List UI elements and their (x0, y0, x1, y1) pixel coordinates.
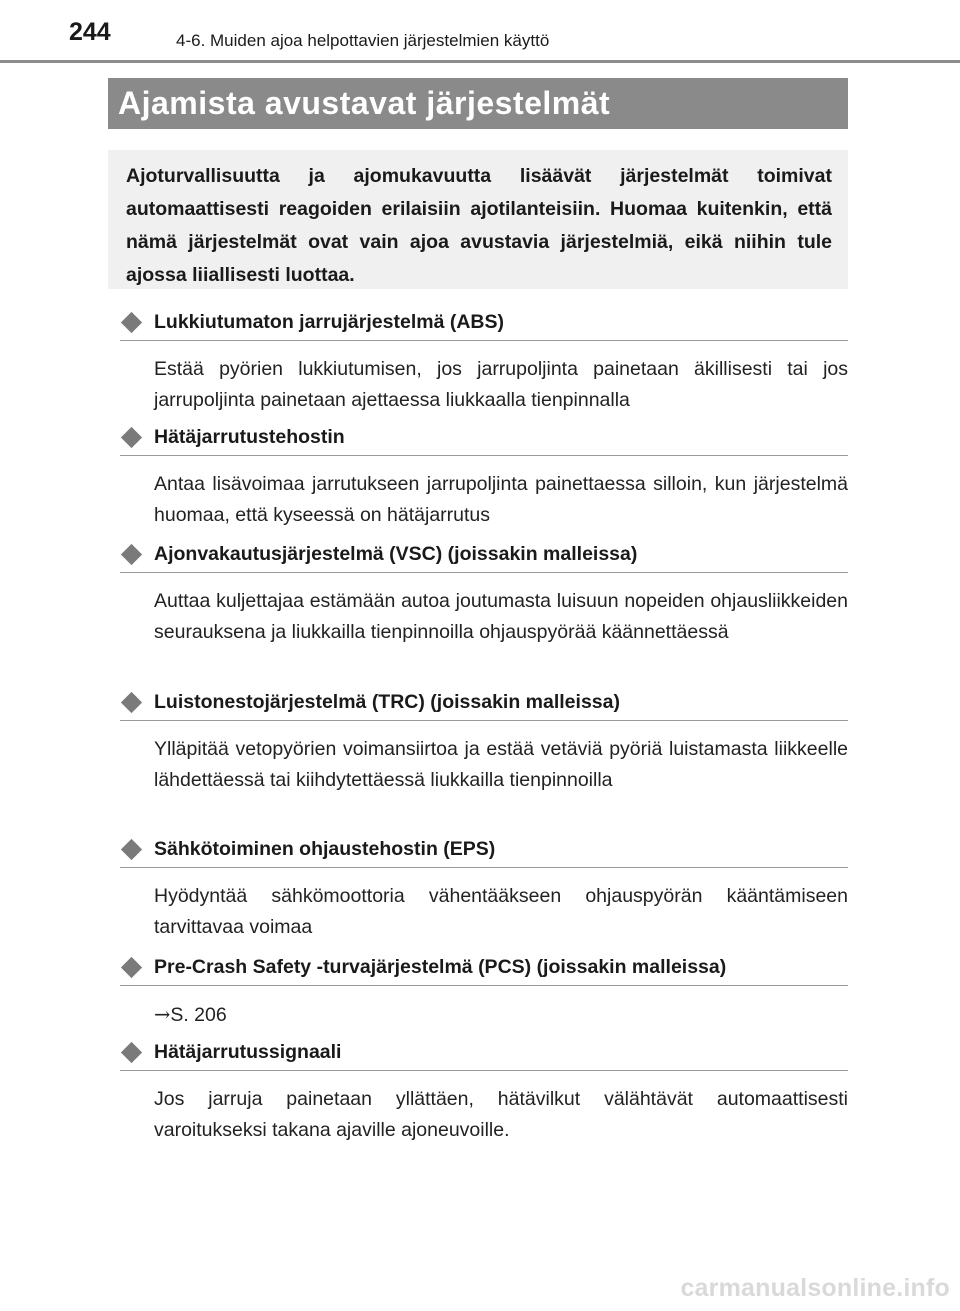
list-item (120, 955, 848, 1031)
list-item (120, 1040, 848, 1146)
item-heading (120, 310, 848, 341)
item-heading (120, 837, 848, 868)
diamond-bullet-icon (121, 957, 142, 978)
page-reference: S. 206 (170, 1004, 227, 1026)
list-item (120, 690, 848, 796)
diamond-bullet-icon (121, 312, 142, 333)
item-heading (120, 955, 848, 986)
intro-box (108, 150, 848, 289)
page-header (0, 0, 960, 64)
item-title: Luistonestojärjestelmä (TRC) (joissakin malleissa) (154, 691, 620, 713)
item-body: Antaa lisävoimaa jarrutukseen jarrupoljinta painettaessa silloin, kun järjestelmä huomaa, että kyseessä on hätäjarrutus (154, 473, 848, 526)
item-body: Jos jarruja painetaan yllättäen, hätävilkut välähtävät automaattisesti varoitukseksi takana ajaville ajoneuvoille. (154, 1088, 848, 1141)
diamond-bullet-icon (121, 839, 142, 860)
item-body (154, 999, 848, 1031)
list-item (120, 425, 848, 531)
item-body: Auttaa kuljettajaa estämään autoa joutumasta luisuun nopeiden ohjausliikkeiden seurauksena ja liukkailla tienpinnoilla ohjauspyörää käännettäessä (154, 590, 848, 643)
diamond-bullet-icon (121, 544, 142, 565)
item-heading (120, 425, 848, 456)
page-number: 244 (69, 18, 111, 46)
item-title: Hätäjarrutustehostin (154, 426, 345, 448)
intro-text: Ajoturvallisuutta ja ajomukavuutta lisäävät järjestelmät toimivat automaattisesti reagoiden erilaisiin ajotilanteisiin. Huomaa kuitenkin, että nämä järjestelmät ovat vain ajoa avustavia järjestelmiä, eikä niihin tule ajossa liiallisesti luottaa. (126, 165, 832, 286)
list-item (120, 837, 848, 943)
item-title: Hätäjarrutussignaali (154, 1041, 342, 1063)
chapter-title: 4-6. Muiden ajoa helpottavien järjestelmien käyttö (176, 31, 550, 50)
diamond-bullet-icon (121, 1042, 142, 1063)
item-heading (120, 690, 848, 721)
section-banner (108, 78, 848, 129)
item-title: Sähkötoiminen ohjaustehostin (EPS) (154, 838, 496, 860)
arrow-icon: → (154, 1003, 171, 1026)
item-title: Lukkiutumaton jarrujärjestelmä (ABS) (154, 311, 504, 333)
item-heading (120, 542, 848, 573)
item-body: Ylläpitää vetopyörien voimansiirtoa ja estää vetäviä pyöriä luistamasta liikkeelle lähdettäessä tai kiihdytettäessä liukkailla tienpinnoilla (154, 738, 848, 791)
item-title: Ajonvakautusjärjestelmä (VSC) (joissakin malleissa) (154, 543, 638, 565)
diamond-bullet-icon (121, 427, 142, 448)
list-item (120, 310, 848, 416)
item-body: Hyödyntää sähkömoottoria vähentääkseen ohjauspyörän kääntämiseen tarvittavaa voimaa (154, 885, 848, 938)
item-heading (120, 1040, 848, 1071)
watermark: carmanualsonline.info (680, 1274, 950, 1302)
header-divider (0, 60, 960, 63)
item-title: Pre-Crash Safety -turvajärjestelmä (PCS) (joissakin malleissa) (154, 956, 727, 978)
item-body: Estää pyörien lukkiutumisen, jos jarrupoljinta painetaan äkillisesti tai jos jarrupoljinta painetaan ajettaessa liukkaalla tienpinnalla (154, 358, 848, 411)
list-item (120, 542, 848, 648)
section-title: Ajamista avustavat järjestelmät (118, 85, 611, 121)
diamond-bullet-icon (121, 692, 142, 713)
